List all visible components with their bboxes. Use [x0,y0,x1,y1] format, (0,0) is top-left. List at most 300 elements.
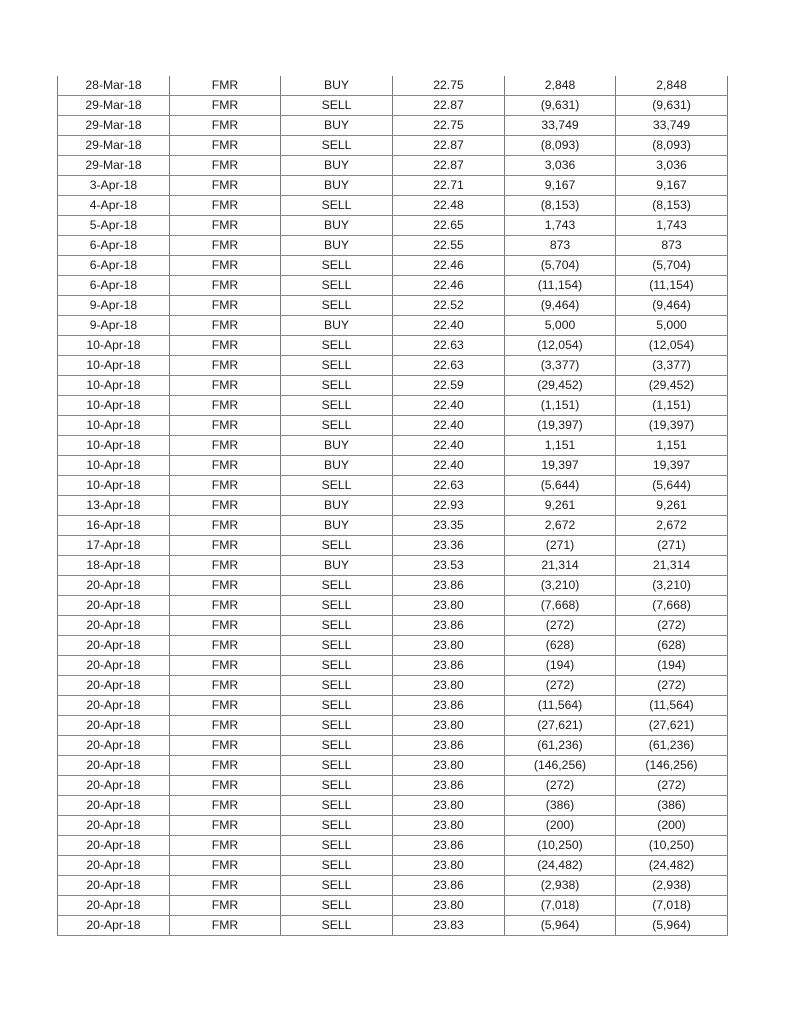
net-shares-cell: 5,000 [616,316,728,336]
price-cell: 23.86 [393,836,505,856]
date-cell: 10-Apr-18 [58,396,170,416]
net-shares-cell: (19,397) [616,416,728,436]
price-cell: 22.48 [393,196,505,216]
net-shares-cell: (8,153) [616,196,728,216]
shares-cell: (8,153) [505,196,616,216]
price-cell: 22.65 [393,216,505,236]
shares-cell: 1,743 [505,216,616,236]
price-cell: 22.40 [393,456,505,476]
action-cell: BUY [281,436,393,456]
date-cell: 20-Apr-18 [58,896,170,916]
holder-cell: FMR [170,396,281,416]
net-shares-cell: (27,621) [616,716,728,736]
net-shares-cell: (11,564) [616,696,728,716]
price-cell: 23.86 [393,696,505,716]
date-cell: 20-Apr-18 [58,856,170,876]
holder-cell: FMR [170,296,281,316]
price-cell: 22.40 [393,396,505,416]
price-cell: 23.80 [393,676,505,696]
holder-cell: FMR [170,196,281,216]
action-cell: SELL [281,656,393,676]
holder-cell: FMR [170,216,281,236]
net-shares-cell: (386) [616,796,728,816]
net-shares-cell: (5,704) [616,256,728,276]
table-row [58,396,728,416]
action-cell: SELL [281,296,393,316]
date-cell: 10-Apr-18 [58,416,170,436]
price-cell: 22.75 [393,76,505,96]
holder-cell: FMR [170,436,281,456]
action-cell: BUY [281,556,393,576]
date-cell: 5-Apr-18 [58,216,170,236]
price-cell: 23.80 [393,856,505,876]
date-cell: 29-Mar-18 [58,136,170,156]
holder-cell: FMR [170,796,281,816]
date-cell: 20-Apr-18 [58,616,170,636]
shares-cell: (271) [505,536,616,556]
action-cell: SELL [281,676,393,696]
date-cell: 20-Apr-18 [58,736,170,756]
date-cell: 20-Apr-18 [58,716,170,736]
date-cell: 20-Apr-18 [58,876,170,896]
action-cell: SELL [281,896,393,916]
action-cell: SELL [281,536,393,556]
table-row [58,156,728,176]
price-cell: 22.52 [393,296,505,316]
table-row [58,536,728,556]
holder-cell: FMR [170,556,281,576]
shares-cell: (7,018) [505,896,616,916]
shares-cell: 2,848 [505,76,616,96]
net-shares-cell: (272) [616,776,728,796]
price-cell: 22.87 [393,156,505,176]
date-cell: 20-Apr-18 [58,836,170,856]
holder-cell: FMR [170,416,281,436]
shares-cell: (3,377) [505,356,616,376]
table-row [58,856,728,876]
table-row [58,256,728,276]
shares-cell: 19,397 [505,456,616,476]
shares-cell: (27,621) [505,716,616,736]
date-cell: 29-Mar-18 [58,116,170,136]
shares-cell: (5,704) [505,256,616,276]
shares-cell: (272) [505,676,616,696]
table-row [58,516,728,536]
price-cell: 22.75 [393,116,505,136]
date-cell: 28-Mar-18 [58,76,170,96]
net-shares-cell: 2,672 [616,516,728,536]
date-cell: 20-Apr-18 [58,636,170,656]
action-cell: BUY [281,236,393,256]
table-row [58,616,728,636]
holder-cell: FMR [170,156,281,176]
action-cell: SELL [281,856,393,876]
table-row [58,716,728,736]
price-cell: 23.86 [393,776,505,796]
date-cell: 29-Mar-18 [58,96,170,116]
holder-cell: FMR [170,616,281,636]
table-row [58,316,728,336]
table-row [58,636,728,656]
table-row [58,76,728,96]
holder-cell: FMR [170,116,281,136]
action-cell: SELL [281,576,393,596]
net-shares-cell: (628) [616,636,728,656]
net-shares-cell: (11,154) [616,276,728,296]
action-cell: BUY [281,176,393,196]
shares-cell: 33,749 [505,116,616,136]
shares-cell: (1,151) [505,396,616,416]
holder-cell: FMR [170,316,281,336]
net-shares-cell: 873 [616,236,728,256]
net-shares-cell: (29,452) [616,376,728,396]
action-cell: BUY [281,496,393,516]
table-row [58,596,728,616]
table-row [58,336,728,356]
holder-cell: FMR [170,656,281,676]
table-row [58,496,728,516]
price-cell: 23.86 [393,876,505,896]
table-row [58,416,728,436]
net-shares-cell: (194) [616,656,728,676]
table-row [58,916,728,936]
action-cell: BUY [281,516,393,536]
date-cell: 9-Apr-18 [58,316,170,336]
action-cell: SELL [281,616,393,636]
net-shares-cell: (61,236) [616,736,728,756]
action-cell: SELL [281,696,393,716]
date-cell: 17-Apr-18 [58,536,170,556]
shares-cell: (11,564) [505,696,616,716]
price-cell: 23.35 [393,516,505,536]
price-cell: 23.80 [393,636,505,656]
date-cell: 6-Apr-18 [58,236,170,256]
table-row [58,196,728,216]
date-cell: 20-Apr-18 [58,596,170,616]
table-row [58,436,728,456]
holder-cell: FMR [170,76,281,96]
net-shares-cell: (2,938) [616,876,728,896]
shares-cell: (2,938) [505,876,616,896]
date-cell: 20-Apr-18 [58,916,170,936]
action-cell: SELL [281,416,393,436]
net-shares-cell: (8,093) [616,136,728,156]
price-cell: 22.40 [393,436,505,456]
table-row [58,896,728,916]
holder-cell: FMR [170,236,281,256]
holder-cell: FMR [170,776,281,796]
net-shares-cell: 9,167 [616,176,728,196]
date-cell: 6-Apr-18 [58,256,170,276]
net-shares-cell: (3,377) [616,356,728,376]
action-cell: BUY [281,456,393,476]
action-cell: SELL [281,836,393,856]
action-cell: SELL [281,196,393,216]
table-row [58,96,728,116]
shares-cell: (3,210) [505,576,616,596]
date-cell: 4-Apr-18 [58,196,170,216]
net-shares-cell: (7,668) [616,596,728,616]
holder-cell: FMR [170,856,281,876]
net-shares-cell: 2,848 [616,76,728,96]
shares-cell: (11,154) [505,276,616,296]
action-cell: SELL [281,356,393,376]
net-shares-cell: (10,250) [616,836,728,856]
action-cell: SELL [281,716,393,736]
table-row [58,236,728,256]
holder-cell: FMR [170,836,281,856]
net-shares-cell: (24,482) [616,856,728,876]
shares-cell: (12,054) [505,336,616,356]
table-row [58,476,728,496]
date-cell: 16-Apr-18 [58,516,170,536]
holder-cell: FMR [170,456,281,476]
holder-cell: FMR [170,256,281,276]
table-row [58,576,728,596]
holder-cell: FMR [170,176,281,196]
holder-cell: FMR [170,816,281,836]
shares-cell: (272) [505,616,616,636]
action-cell: SELL [281,336,393,356]
holder-cell: FMR [170,356,281,376]
table-row [58,676,728,696]
holder-cell: FMR [170,756,281,776]
price-cell: 22.87 [393,96,505,116]
shares-cell: 9,261 [505,496,616,516]
trades-table [57,76,728,936]
shares-cell: (29,452) [505,376,616,396]
holder-cell: FMR [170,576,281,596]
table-row [58,696,728,716]
date-cell: 9-Apr-18 [58,296,170,316]
date-cell: 20-Apr-18 [58,756,170,776]
date-cell: 20-Apr-18 [58,656,170,676]
net-shares-cell: (200) [616,816,728,836]
net-shares-cell: 33,749 [616,116,728,136]
net-shares-cell: (9,631) [616,96,728,116]
holder-cell: FMR [170,696,281,716]
net-shares-cell: (12,054) [616,336,728,356]
date-cell: 10-Apr-18 [58,376,170,396]
action-cell: BUY [281,316,393,336]
price-cell: 22.63 [393,356,505,376]
net-shares-cell: (7,018) [616,896,728,916]
date-cell: 18-Apr-18 [58,556,170,576]
date-cell: 20-Apr-18 [58,776,170,796]
net-shares-cell: 1,151 [616,436,728,456]
shares-cell: (272) [505,776,616,796]
table-row [58,176,728,196]
action-cell: SELL [281,96,393,116]
action-cell: SELL [281,476,393,496]
table-row [58,276,728,296]
shares-cell: 873 [505,236,616,256]
shares-cell: (5,644) [505,476,616,496]
price-cell: 23.80 [393,816,505,836]
net-shares-cell: 9,261 [616,496,728,516]
action-cell: SELL [281,136,393,156]
price-cell: 22.63 [393,336,505,356]
action-cell: BUY [281,76,393,96]
table-row [58,556,728,576]
date-cell: 29-Mar-18 [58,156,170,176]
date-cell: 10-Apr-18 [58,336,170,356]
net-shares-cell: 1,743 [616,216,728,236]
action-cell: SELL [281,256,393,276]
date-cell: 3-Apr-18 [58,176,170,196]
shares-cell: 9,167 [505,176,616,196]
shares-cell: 2,672 [505,516,616,536]
action-cell: SELL [281,376,393,396]
shares-cell: (8,093) [505,136,616,156]
table-row [58,116,728,136]
table-row [58,376,728,396]
action-cell: SELL [281,276,393,296]
date-cell: 20-Apr-18 [58,696,170,716]
price-cell: 22.40 [393,316,505,336]
action-cell: BUY [281,156,393,176]
holder-cell: FMR [170,896,281,916]
holder-cell: FMR [170,516,281,536]
table-row [58,776,728,796]
table-row [58,796,728,816]
holder-cell: FMR [170,376,281,396]
net-shares-cell: (146,256) [616,756,728,776]
action-cell: SELL [281,876,393,896]
table-row [58,216,728,236]
action-cell: SELL [281,396,393,416]
holder-cell: FMR [170,676,281,696]
price-cell: 22.55 [393,236,505,256]
table-row [58,136,728,156]
price-cell: 22.46 [393,256,505,276]
shares-cell: (146,256) [505,756,616,776]
shares-cell: (7,668) [505,596,616,616]
holder-cell: FMR [170,876,281,896]
net-shares-cell: (271) [616,536,728,556]
shares-cell: (628) [505,636,616,656]
price-cell: 22.40 [393,416,505,436]
holder-cell: FMR [170,136,281,156]
action-cell: BUY [281,116,393,136]
shares-cell: (10,250) [505,836,616,856]
shares-cell: (5,964) [505,916,616,936]
shares-cell: (200) [505,816,616,836]
net-shares-cell: 19,397 [616,456,728,476]
date-cell: 20-Apr-18 [58,816,170,836]
shares-cell: 21,314 [505,556,616,576]
net-shares-cell: (272) [616,616,728,636]
shares-cell: 1,151 [505,436,616,456]
net-shares-cell: (5,964) [616,916,728,936]
table-row [58,296,728,316]
action-cell: SELL [281,776,393,796]
price-cell: 22.63 [393,476,505,496]
date-cell: 10-Apr-18 [58,356,170,376]
shares-cell: (9,464) [505,296,616,316]
shares-cell: (194) [505,656,616,676]
price-cell: 23.80 [393,596,505,616]
holder-cell: FMR [170,716,281,736]
table-row [58,656,728,676]
date-cell: 20-Apr-18 [58,576,170,596]
action-cell: SELL [281,596,393,616]
shares-cell: (24,482) [505,856,616,876]
price-cell: 22.87 [393,136,505,156]
price-cell: 22.93 [393,496,505,516]
date-cell: 10-Apr-18 [58,476,170,496]
price-cell: 23.36 [393,536,505,556]
holder-cell: FMR [170,476,281,496]
net-shares-cell: (9,464) [616,296,728,316]
net-shares-cell: (5,644) [616,476,728,496]
price-cell: 22.59 [393,376,505,396]
table-row [58,356,728,376]
date-cell: 10-Apr-18 [58,436,170,456]
shares-cell: (386) [505,796,616,816]
date-cell: 6-Apr-18 [58,276,170,296]
net-shares-cell: (272) [616,676,728,696]
price-cell: 23.80 [393,796,505,816]
price-cell: 23.86 [393,616,505,636]
table-row [58,816,728,836]
price-cell: 23.80 [393,716,505,736]
shares-cell: (9,631) [505,96,616,116]
price-cell: 23.86 [393,576,505,596]
action-cell: SELL [281,736,393,756]
price-cell: 23.53 [393,556,505,576]
price-cell: 23.80 [393,896,505,916]
net-shares-cell: (3,210) [616,576,728,596]
net-shares-cell: 21,314 [616,556,728,576]
holder-cell: FMR [170,736,281,756]
action-cell: SELL [281,796,393,816]
price-cell: 23.83 [393,916,505,936]
action-cell: SELL [281,636,393,656]
holder-cell: FMR [170,636,281,656]
shares-cell: (19,397) [505,416,616,436]
trades-table-body [58,76,728,936]
price-cell: 23.80 [393,756,505,776]
table-row [58,736,728,756]
date-cell: 20-Apr-18 [58,796,170,816]
holder-cell: FMR [170,496,281,516]
price-cell: 23.86 [393,736,505,756]
price-cell: 22.71 [393,176,505,196]
price-cell: 23.86 [393,656,505,676]
shares-cell: 3,036 [505,156,616,176]
price-cell: 22.46 [393,276,505,296]
holder-cell: FMR [170,336,281,356]
date-cell: 13-Apr-18 [58,496,170,516]
table-row [58,756,728,776]
action-cell: BUY [281,216,393,236]
holder-cell: FMR [170,536,281,556]
holder-cell: FMR [170,916,281,936]
date-cell: 10-Apr-18 [58,456,170,476]
holder-cell: FMR [170,96,281,116]
net-shares-cell: 3,036 [616,156,728,176]
holder-cell: FMR [170,596,281,616]
shares-cell: (61,236) [505,736,616,756]
table-row [58,876,728,896]
shares-cell: 5,000 [505,316,616,336]
holder-cell: FMR [170,276,281,296]
table-row [58,836,728,856]
date-cell: 20-Apr-18 [58,676,170,696]
table-row [58,456,728,476]
action-cell: SELL [281,756,393,776]
